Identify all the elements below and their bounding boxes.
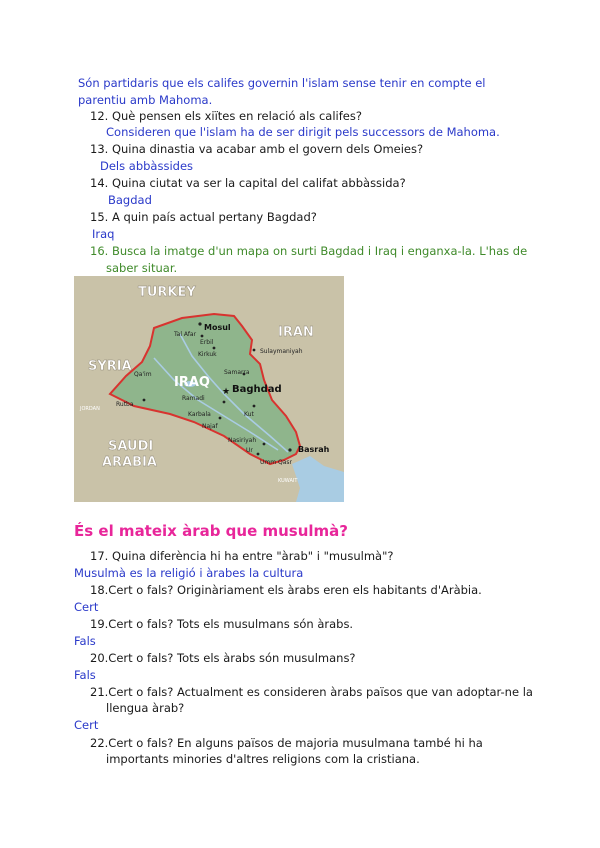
question-18: 18.Cert o fals? Originàriament els àrabs eren els habitants d'Aràbia. [90,583,482,597]
question-22-line-1: 22.Cert o fals? En alguns països de majoria musulmana també hi ha [90,736,483,750]
label-mosul: Mosul [204,323,231,332]
question-19: 19.Cert o fals? Tots els musulmans són àrabs. [90,617,354,631]
label-ramadi: Ramadi [182,395,205,402]
answer-14: Bagdad [108,193,152,207]
question-20: 20.Cert o fals? Tots els àrabs són musulmans? [90,651,356,665]
question-14: 14. Quina ciutat va ser la capital del califat abbàssida? [90,176,406,190]
label-kut: Kut [244,411,254,418]
dot-rutba [143,399,146,402]
label-kirkuk: Kirkuk [198,351,217,358]
label-saudi: SAUDI [108,439,154,454]
question-17: 17. Quina diferència hi ha entre "àrab" i "musulmà"? [90,549,394,563]
label-syria: SYRIA [88,359,132,374]
label-karbala: Karbala [188,411,211,418]
answer-12: Consideren que l'islam ha de ser dirigit pels successors de Mahoma. [106,125,500,139]
question-22-line-2: importants minories d'altres religions com la cristiana. [106,752,420,766]
answer-17: Musulmà es la religió i àrabes la cultura [74,566,304,580]
dot-karbala [223,401,226,404]
dot-mosul [198,322,201,325]
answer-13: Dels abbàssides [100,159,194,173]
label-samarra: Samarra [224,369,250,376]
label-turkey: TURKEY [138,285,196,300]
section-heading: És el mateix àrab que musulmà? [74,522,348,540]
label-erbil: Erbil [200,339,214,346]
answer-19: Fals [74,634,96,648]
label-ur: Ur [246,447,253,454]
answer-20: Fals [74,668,96,682]
answer-11-line-2: parentiu amb Mahoma. [78,93,213,107]
question-12: 12. Què pensen els xiïtes en relació als califes? [90,109,362,123]
iraq-map-image [74,276,344,502]
label-arabia: ARABIA [102,455,157,470]
dot-najaf [219,417,222,420]
question-16-line-1: 16. Busca la imatge d'un mapa on surti Bagdad i Iraq i enganxa-la. L'has de [90,244,528,258]
label-najaf: Najaf [202,423,218,430]
label-kuwait: KUWAIT [278,478,298,484]
dot-basrah [288,448,291,451]
label-nasiriyah: Nasiriyah [228,437,257,444]
label-iraq: IRAQ [174,375,210,390]
dot-sulaymaniyah [253,349,256,352]
label-baghdad: Baghdad [232,384,282,395]
label-sulaymaniyah: Sulaymaniyah [260,348,303,355]
label-qaim: Qa'im [134,371,152,378]
dot-kirkuk [213,347,216,350]
question-21-line-1: 21.Cert o fals? Actualment es consideren àrabs països que van adoptar-ne la [90,685,533,699]
label-iran: IRAN [278,325,314,340]
question-15: 15. A quin país actual pertany Bagdad? [90,210,317,224]
answer-11-line-1: Són partidaris que els califes governin l'islam sense tenir en compte el [78,76,486,90]
dot-ur [257,453,260,456]
question-13: 13. Quina dinastia va acabar amb el govern dels Omeies? [90,142,424,156]
label-rutba: Rutba [116,401,134,408]
label-ummqasr: Umm Qasr [260,459,292,466]
label-basrah: Basrah [298,445,330,454]
label-jordan: JORDAN [80,406,100,412]
answer-15: Iraq [92,227,115,241]
star-baghdad: ★ [222,387,231,397]
label-talafar: Tal Afar [174,331,197,338]
question-21-line-2: llengua àrab? [106,701,185,715]
dot-nasiriyah [263,443,266,446]
answer-21: Cert [74,718,99,732]
question-16-line-2: saber situar. [106,261,178,275]
dot-erbil [201,335,204,338]
answer-18: Cert [74,600,99,614]
dot-kut [253,405,256,408]
